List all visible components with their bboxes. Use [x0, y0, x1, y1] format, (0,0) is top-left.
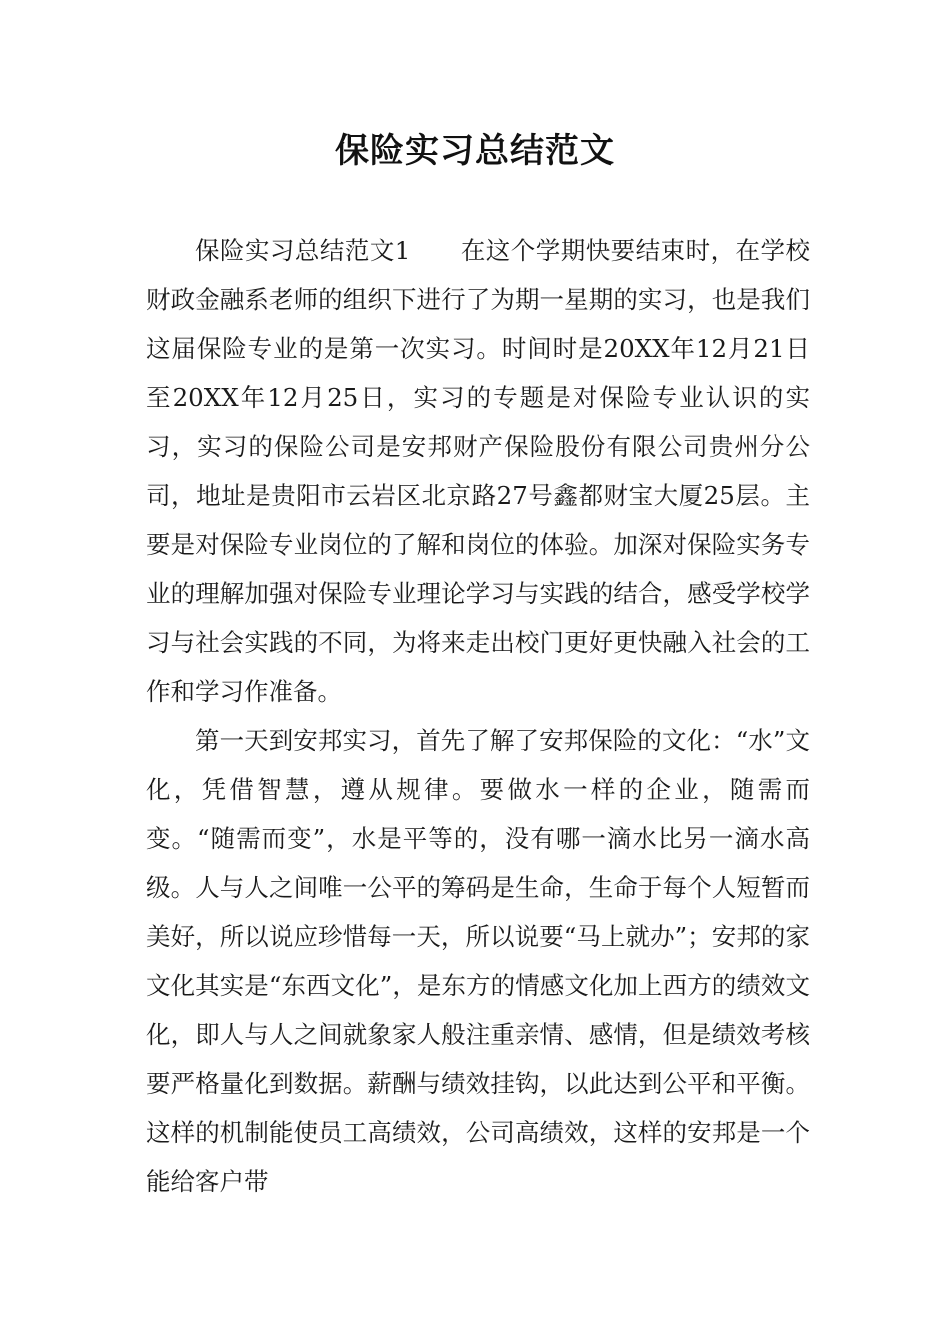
- paragraph-1-heading: 保险实习总结范文1: [195, 236, 461, 265]
- paragraph-2: [146, 716, 810, 1206]
- paragraph-2-text: 第一天到安邦实习，首先了解了安邦保险的文化：“水”文化，凭借智慧，遵从规律。要做水一样的企业，随需而变。“随需而变”，水是平等的，没有哪一滴水比另一滴水高级。人与人之间唯一公平的筹码是生命，生命于每个人短暂而美好，所以说应珍惜每一天，所以说要“马上就办”；安邦的家文化其实是“东西文化”，是东方的情感文化加上西方的绩效文化，即人与人之间就象家人般注重亲情、感情，但是绩效考核要严格量化到数据。薪酬与绩效挂钩，以此达到公平和平衡。这样的机制能使员工高绩效，公司高绩效，这样的安邦是一个能给客户带: [146, 726, 810, 1196]
- document-title: 保险实习总结范文: [335, 131, 615, 171]
- document-body: [146, 226, 810, 1206]
- paragraph-1: [146, 226, 810, 716]
- paragraph-1-text: 在这个学期快要结束时，在学校财政金融系老师的组织下进行了为期一星期的实习，也是我们这届保险专业的是第一次实习。时间时是20XX年12月21日至20XX年12月25日，实习的专题是对保险专业认识的实习，实习的保险公司是安邦财产保险股份有限公司贵州分公司，地址是贵阳市云岩区北京路27号鑫都财宝大厦25层。主要是对保险专业岗位的了解和岗位的体验。加深对保险实务专业的理解加强对保险专业理论学习与实践的结合，感受学校学习与社会实践的不同，为将来走出校门更好更快融入社会的工作和学习作准备。: [146, 236, 811, 706]
